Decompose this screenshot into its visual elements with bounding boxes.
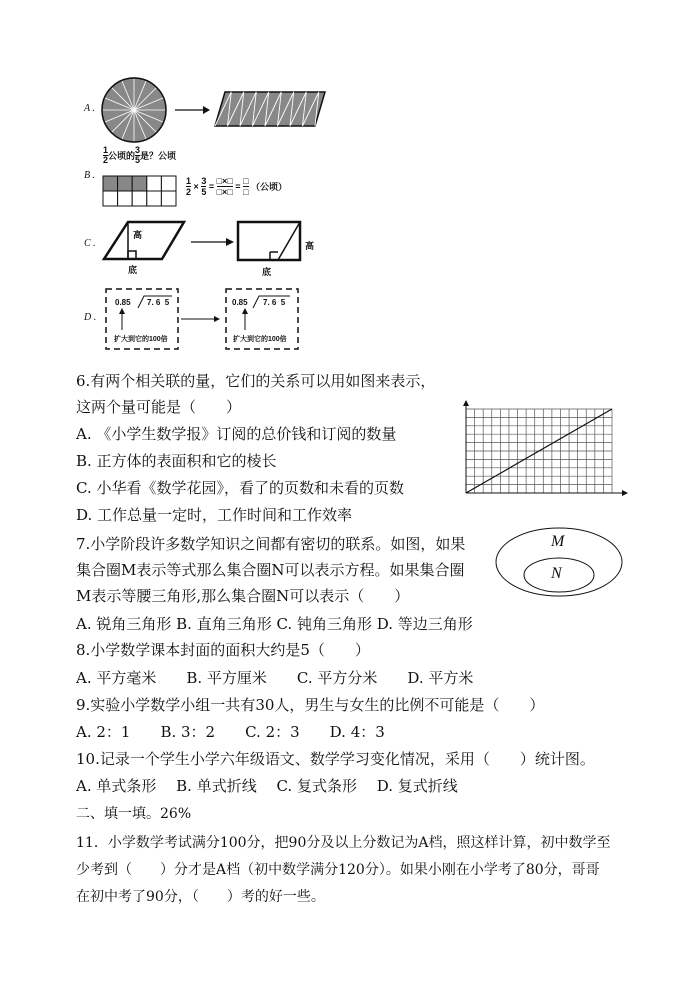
q6-line2: 这两个量可能是（ ） [76,398,242,416]
sector-circle-icon [102,78,166,142]
q8-options: A. 平方毫米 B. 平方厘米 C. 平方分米 D. 平方米 [76,669,474,687]
option-b-question: $\frac{1}{2}$公顷的$\frac{3}{5}$是？公顷 [103,145,177,165]
option-c-base-left: 底 [128,265,138,275]
q11-line2: 少考到（ ）分才是A档（初中数学满分120分）。如果小刚在小学考了80分，哥哥 [76,862,600,878]
q7-line1: 7.小学阶段许多数学知识之间都有密切的联系。如图，如果 [76,535,466,553]
q9-line1: 9.实验小学数学小组一共有30人，男生与女生的比例不可能是（ ） [76,696,545,714]
q6-option-b: B. 正方体的表面积和它的棱长 [76,452,277,470]
q7-line3: M表示等腰三角形,那么集合圈N可以表示（ ） [76,587,410,605]
rearranged-parallelogram-icon [215,92,325,126]
q6-option-a: A. 《小学生数学报》订阅的总价钱和订阅的数量 [76,425,397,443]
venn-label-m: M [551,533,565,550]
q9-options: A. 2：1 B. 3：2 C. 2：3 D. 4：3 [76,723,385,741]
q6-option-c: C. 小华看《数学花园》，看了的页数和未看的页数 [76,479,404,497]
option-c-base-right: 底 [262,267,272,277]
option-b-label: B . [84,170,96,181]
q11-line3: 在初中考了90分，（ ）考的好一些。 [76,889,325,905]
q10-line1: 10.记录一个学生小学六年级语文、数学学习变化情况，采用（ ）统计图。 [76,750,595,768]
option-d-left-note: 扩大到它的100倍 [114,336,168,343]
q7-line2: 集合圈M表示等式那么集合圈N可以表示方程。如果集合圈 [76,561,465,579]
option-d-right-dividend: 7. 6 5 [263,298,286,307]
q10-options: A. 单式条形 B. 单式折线 C. 复式条形 D. 复式折线 [76,777,458,795]
option-d-left-dividend: 7. 6 5 [147,298,170,307]
q11-line1: 11．小学数学考试满分100分，把90分及以上分数记为A档，照这样计算，初中数学至 [76,835,611,851]
option-a-label: A . [84,103,95,114]
option-d-right-note: 扩大到它的100倍 [233,336,287,343]
venn-label-n: N [551,565,562,582]
option-c-height-left: 高 [133,230,143,240]
option-d-left-divisor: 0.85 [115,298,131,307]
q8-line1: 8.小学数学课本封面的面积大约是5（ ） [76,641,370,659]
q7-options: A. 锐角三角形 B. 直角三角形 C. 钝角三角形 D. 等边三角形 [76,615,473,633]
option-d-right-divisor: 0.85 [232,298,248,307]
option-c-height-right: 高 [305,241,315,251]
option-d-label: D . [84,312,97,323]
option-b-formula: $\frac{1}{2} \times \frac{3}{5}$ = □×□ □×□ = □ □ （公顷） [186,176,288,197]
q6-line1: 6.有两个相关联的量，它们的关系可以用如图来表示， [76,372,436,390]
q6-option-d: D. 工作总量一定时，工作时间和工作效率 [76,506,353,524]
option-c-label: C . [84,238,96,249]
section-2-heading: 二、填一填。26% [76,806,192,822]
